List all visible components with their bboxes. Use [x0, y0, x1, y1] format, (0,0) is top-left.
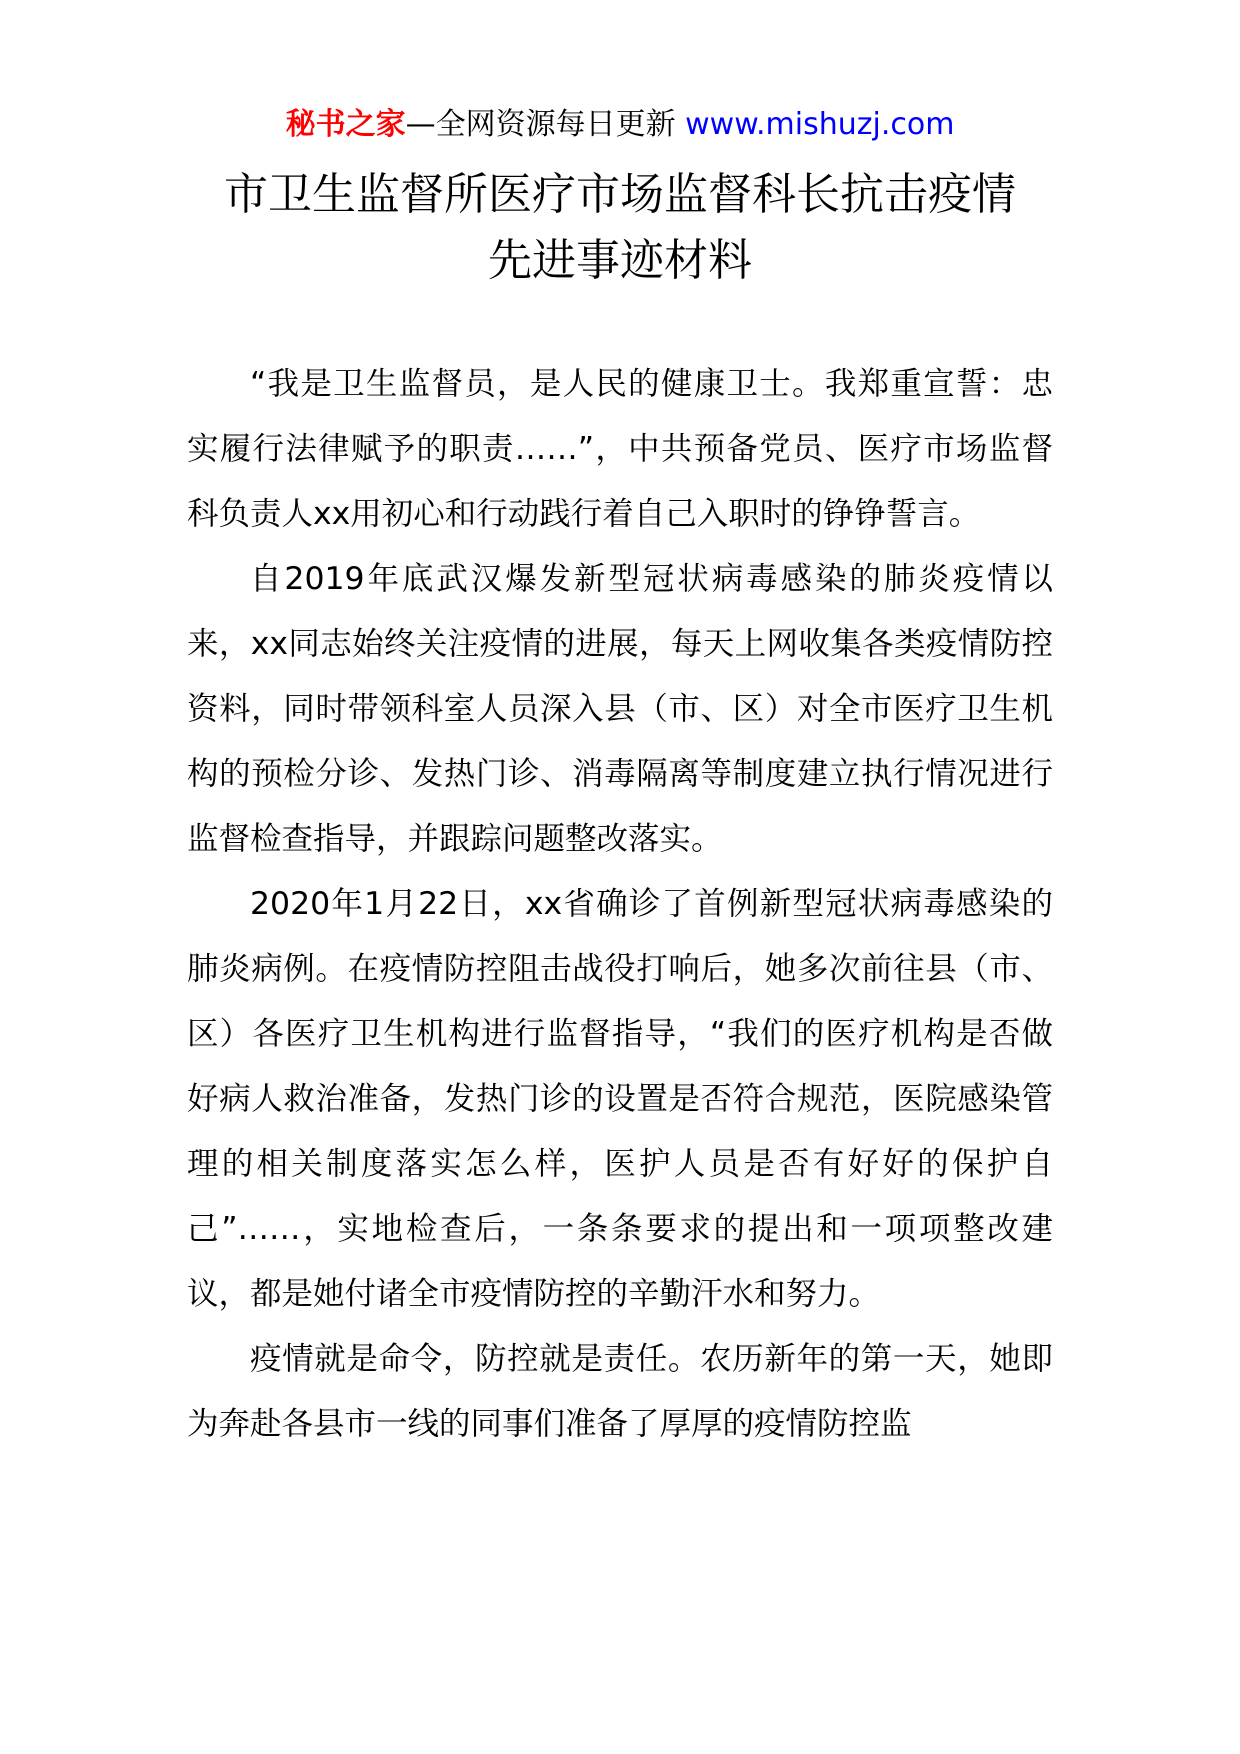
- site-header: [0, 103, 1240, 147]
- document-title-line-2: 先进事迹材料: [488, 235, 752, 286]
- document-title: [0, 162, 1240, 294]
- document-title-line-1: 市卫生监督所医疗市场监督科长抗击疫情: [224, 169, 1016, 220]
- document-body: [187, 352, 1053, 1457]
- paragraph-monitoring: 自2019年底武汉爆发新型冠状病毒感染的肺炎疫情以来，xx同志始终关注疫情的进展，每天上网收集各类疫情防控资料，同时带领科室人员深入县（市、区）对全市医疗卫生机构的预检分诊、发热门诊、消毒隔离等制度建立执行情况进行监督检查指导，并跟踪问题整改落实。: [187, 561, 1053, 857]
- site-slogan: —全网资源每日更新: [405, 107, 686, 142]
- site-brand: 秘书之家: [285, 107, 406, 142]
- paragraph-oath: “我是卫生监督员，是人民的健康卫士。我郑重宣誓：忠实履行法律赋予的职责……”，中共预备党员、医疗市场监督科负责人xx用初心和行动践行着自己入职时的铮铮誓言。: [187, 366, 1053, 532]
- site-url-link[interactable]: www.mishuzj.com: [685, 107, 955, 142]
- paragraph-new-year: 疫情就是命令，防控就是责任。农历新年的第一天，她即为奔赴各县市一线的同事们准备了厚厚的疫情防控监: [187, 1341, 1053, 1442]
- paragraph-first-case: 2020年1月22日，xx省确诊了首例新型冠状病毒感染的肺炎病例。在疫情防控阻击战役打响后，她多次前往县（市、区）各医疗卫生机构进行监督指导，“我们的医疗机构是否做好病人救治准备，发热门诊的设置是否符合规范，医院感染管理的相关制度落实怎么样，医护人员是否有好好的保护自己”……，实地检查后，一条条要求的提出和一项项整改建议，都是她付诸全市疫情防控的辛勤汗水和努力。: [187, 886, 1053, 1312]
